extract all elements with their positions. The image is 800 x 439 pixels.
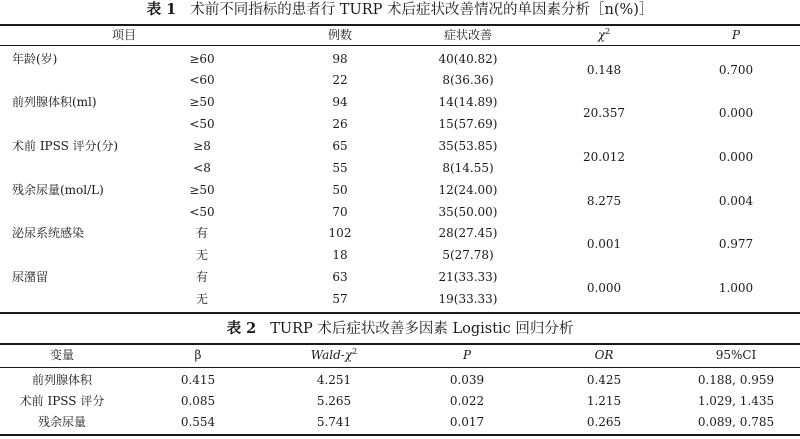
group-name: 年龄(岁) (12, 52, 58, 66)
beta-value: 0.415 (180, 373, 216, 387)
var-name: 残余尿量 (37, 415, 87, 429)
or-value: 1.215 (586, 394, 622, 408)
row-improved: 40(40.82) (438, 52, 498, 66)
table1-caption: 术前不同指标的患者行 TURP 术后症状改善情况的单因素分析［n(%)］ (190, 2, 654, 18)
p-value: 0.022 (449, 394, 485, 408)
table1-title (0, 1, 800, 19)
t2-header-beta: β (194, 348, 202, 362)
table2-header-rule (0, 367, 800, 368)
row-level: 无 (195, 248, 209, 262)
row-count: 26 (332, 117, 348, 131)
row-improved: 15(57.69) (438, 117, 498, 131)
group-chi2: 8.275 (586, 194, 622, 208)
group-p: 0.000 (718, 106, 754, 120)
row-level: ≥50 (189, 183, 215, 197)
t2-header-var: 变量 (49, 348, 75, 362)
table1-label: 表 1 (146, 1, 177, 18)
group-chi2: 0.001 (586, 237, 622, 251)
table2-label: 表 2 (226, 320, 257, 337)
row-count: 94 (332, 95, 348, 109)
row-count: 22 (332, 73, 348, 87)
ci-value: 0.188, 0.959 (697, 373, 775, 387)
row-level: 有 (195, 270, 209, 284)
row-level: <8 (193, 161, 211, 175)
p-value: 0.039 (449, 373, 485, 387)
wald-value: 5.265 (316, 394, 352, 408)
beta-value: 0.085 (180, 394, 216, 408)
row-level: <50 (189, 117, 215, 131)
row-count: 63 (332, 270, 348, 284)
row-improved: 19(33.33) (438, 292, 498, 306)
row-level: ≥60 (189, 52, 215, 66)
group-chi2: 0.148 (586, 63, 622, 77)
p-value: 0.017 (449, 415, 485, 429)
row-improved: 8(36.36) (442, 73, 494, 87)
row-level: ≥8 (193, 139, 211, 153)
row-count: 55 (332, 161, 348, 175)
group-chi2: 0.000 (586, 281, 622, 295)
row-count: 70 (332, 205, 348, 219)
group-p: 0.977 (718, 237, 754, 251)
wald-value: 5.741 (316, 415, 352, 429)
row-improved: 5(27.78) (442, 248, 494, 262)
t2-header-wald: Wald-$\chi^2$ (310, 347, 358, 362)
group-p: 0.000 (718, 150, 754, 164)
group-p: 1.000 (718, 281, 754, 295)
t2-header-ci: 95%CI (715, 348, 757, 362)
t1-header-item: 项目 (112, 28, 137, 42)
t1-header-count: 例数 (327, 28, 353, 42)
t1-header-p: P (731, 28, 741, 42)
row-count: 57 (332, 292, 348, 306)
table1-top-rule (0, 24, 800, 26)
or-value: 0.425 (586, 373, 622, 387)
t2-header-p: P (462, 348, 472, 362)
group-p: 0.004 (718, 194, 754, 208)
row-improved: 14(14.89) (438, 95, 498, 109)
row-improved: 35(53.85) (438, 139, 498, 153)
group-name: 泌尿系统感染 (12, 226, 85, 240)
var-name: 前列腺体积 (31, 373, 93, 387)
row-improved: 8(14.55) (442, 161, 494, 175)
row-level: 有 (195, 226, 209, 240)
row-count: 50 (332, 183, 348, 197)
row-level: ≥50 (189, 95, 215, 109)
group-name: 尿潴留 (12, 270, 49, 284)
t1-header-improved: 症状改善 (443, 28, 493, 42)
or-value: 0.265 (586, 415, 622, 429)
row-improved: 28(27.45) (438, 226, 498, 240)
table2-title (0, 320, 800, 338)
ci-value: 1.029, 1.435 (697, 394, 775, 408)
group-chi2: 20.012 (583, 150, 625, 164)
row-improved: 21(33.33) (438, 270, 498, 284)
var-name: 术前 IPSS 评分 (19, 394, 105, 408)
row-improved: 12(24.00) (438, 183, 498, 197)
row-level: <60 (189, 73, 215, 87)
row-level: <50 (189, 205, 215, 219)
group-p: 0.700 (718, 63, 754, 77)
group-name: 前列腺体积(ml) (12, 95, 97, 109)
wald-value: 4.251 (316, 373, 352, 387)
table2-top-rule (0, 343, 800, 345)
group-name: 术前 IPSS 评分(分) (12, 139, 119, 153)
t2-header-or: OR (594, 348, 614, 362)
row-count: 65 (332, 139, 348, 153)
row-level: 无 (195, 292, 209, 306)
t1-header-chi2: $\chi^2$ (597, 27, 611, 42)
table1-header-rule (0, 45, 800, 46)
row-count: 102 (328, 226, 352, 240)
group-chi2: 20.357 (583, 106, 625, 120)
group-name: 残余尿量(mol/L) (12, 183, 104, 197)
table2-caption: TURP 术后症状改善多因素 Logistic 回归分析 (270, 321, 574, 337)
row-count: 18 (332, 248, 348, 262)
row-count: 98 (332, 52, 348, 66)
row-improved: 35(50.00) (438, 205, 498, 219)
table2-bottom-rule (0, 434, 800, 436)
table1-bottom-rule (0, 312, 800, 314)
beta-value: 0.554 (180, 415, 216, 429)
ci-value: 0.089, 0.785 (697, 415, 775, 429)
